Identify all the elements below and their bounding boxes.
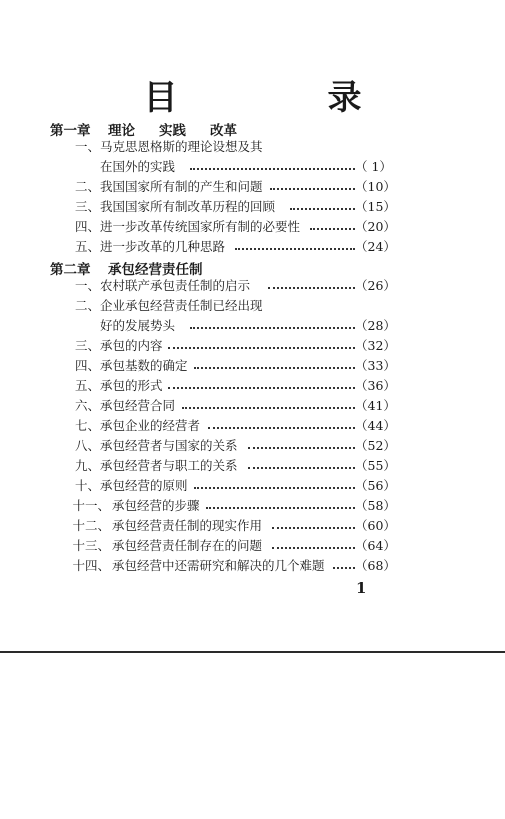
entry-number: 八、 — [74, 438, 100, 453]
toc-entry[interactable] — [0, 376, 505, 396]
toc-entry-continuation[interactable] — [0, 316, 505, 336]
toc-entry[interactable] — [0, 436, 505, 456]
page-reference: （52） — [355, 438, 396, 453]
entry-title: 承包企业的经营者 — [100, 418, 201, 433]
dot-leader — [235, 247, 355, 250]
dot-leader — [268, 286, 355, 289]
entry-number: 四、 — [74, 219, 100, 234]
dot-leader — [208, 426, 355, 429]
dot-leader — [194, 486, 355, 489]
page-reference: （32） — [355, 338, 396, 353]
page-reference: （20） — [355, 219, 396, 234]
entry-title: 承包经营者与国家的关系 — [100, 438, 238, 453]
entry-title: 承包经营的步骤 — [112, 498, 200, 513]
dot-leader — [270, 187, 355, 190]
toc-entry-continuation[interactable] — [0, 157, 505, 177]
entry-number: 五、 — [74, 378, 100, 393]
entry-title: 进一步改革的几种思路 — [100, 239, 226, 254]
entry-number: 二、 — [74, 179, 100, 194]
page-reference: （60） — [355, 518, 396, 533]
entry-title: 农村联产承包责任制的启示 — [100, 278, 251, 293]
dot-leader — [248, 466, 355, 469]
dot-leader — [194, 366, 355, 369]
page-reference: （33） — [355, 358, 396, 373]
page-reference: （55） — [355, 458, 396, 473]
chapter-heading — [50, 258, 203, 278]
dot-leader — [168, 346, 355, 349]
toc-entry[interactable] — [0, 237, 505, 257]
entry-title: 进一步改革传统国家所有制的必要性 — [100, 219, 301, 234]
entry-number: 三、 — [74, 199, 100, 214]
page-reference: （24） — [355, 239, 396, 254]
page-reference: （56） — [355, 478, 396, 493]
entry-number: 五、 — [74, 239, 100, 254]
entry-number: 三、 — [74, 338, 100, 353]
entry-title: 我国国家所有制改革历程的回顾 — [100, 199, 276, 214]
page-reference: （10） — [355, 179, 396, 194]
page-reference: （58） — [355, 498, 396, 513]
entry-number: 十二、 — [72, 518, 110, 533]
entry-title: 承包经营中还需研究和解决的几个难题 — [112, 558, 325, 573]
toc-entry[interactable] — [0, 476, 505, 496]
entry-number: 九、 — [74, 458, 100, 473]
toc-entry[interactable] — [0, 197, 505, 217]
dot-leader — [206, 506, 355, 509]
page-reference: （26） — [355, 278, 396, 293]
entry-number: 十四、 — [72, 558, 110, 573]
toc-entry[interactable] — [0, 296, 505, 316]
chapter-title-word: 理论 — [108, 123, 135, 139]
entry-title: 承包经营责任制的现实作用 — [112, 518, 263, 533]
entry-number: 四、 — [74, 358, 100, 373]
entry-number: 一、 — [74, 139, 100, 154]
chapter-title-word: 承包经营责任制 — [108, 262, 203, 278]
entry-title: 马克思恩格斯的理论设想及其 — [100, 139, 263, 154]
page-reference: （36） — [355, 378, 396, 393]
dot-leader — [310, 227, 355, 230]
dot-leader — [272, 546, 355, 549]
toc-entry[interactable] — [0, 516, 505, 536]
entry-title: 承包经营者与职工的关系 — [100, 458, 238, 473]
entry-number: 一、 — [74, 278, 100, 293]
toc-entry[interactable] — [0, 556, 505, 576]
entry-title: 承包经营的原则 — [100, 478, 188, 493]
dot-leader — [272, 526, 355, 529]
chapter-number: 第一章 — [50, 123, 91, 139]
entry-title: 承包基数的确定 — [100, 358, 188, 373]
chapter-heading — [50, 119, 261, 139]
entry-title: 在国外的实践 — [100, 159, 176, 174]
toc-entry[interactable] — [0, 356, 505, 376]
toc-entry[interactable] — [0, 217, 505, 237]
entry-number: 六、 — [74, 398, 100, 413]
entry-number: 十三、 — [72, 538, 110, 553]
dot-leader — [182, 406, 355, 409]
toc-entry[interactable] — [0, 416, 505, 436]
page-reference: （68） — [355, 558, 396, 573]
page-reference: （64） — [355, 538, 396, 553]
entry-title: 承包的内容 — [100, 338, 163, 353]
page-number: 1 — [356, 579, 367, 597]
chapter-title-word: 实践 — [159, 123, 186, 139]
page-reference: （44） — [355, 418, 396, 433]
entry-number: 十、 — [74, 478, 100, 493]
toc-entry[interactable] — [0, 496, 505, 516]
dot-leader — [248, 446, 355, 449]
entry-title: 承包经营合同 — [100, 398, 176, 413]
toc-entry[interactable] — [0, 396, 505, 416]
dot-leader — [333, 566, 355, 569]
dot-leader — [190, 167, 355, 170]
dot-leader — [168, 386, 355, 389]
entry-title: 我国国家所有制的产生和问题 — [100, 179, 263, 194]
toc-entry[interactable] — [0, 177, 505, 197]
entry-title: 承包经营责任制存在的问题 — [112, 538, 263, 553]
page-title: 目 录 — [143, 78, 420, 118]
entry-title: 承包的形式 — [100, 378, 163, 393]
chapter-number: 第二章 — [50, 262, 91, 278]
page-reference: （28） — [355, 318, 396, 333]
bottom-rule — [0, 651, 505, 653]
toc-entry[interactable] — [0, 456, 505, 476]
toc-entry[interactable] — [0, 536, 505, 556]
page-reference: （ 1） — [355, 159, 392, 174]
entry-number: 十一、 — [72, 498, 110, 513]
toc-entry[interactable] — [0, 276, 505, 296]
toc-entry[interactable] — [0, 137, 505, 157]
entry-number: 二、 — [74, 298, 100, 313]
toc-entry[interactable] — [0, 336, 505, 356]
entry-number: 七、 — [74, 418, 100, 433]
page-reference: （15） — [355, 199, 396, 214]
chapter-title-word: 改革 — [210, 123, 237, 139]
dot-leader — [190, 326, 355, 329]
entry-title: 好的发展势头 — [100, 318, 176, 333]
page-reference: （41） — [355, 398, 396, 413]
entry-title: 企业承包经营责任制已经出现 — [100, 298, 263, 313]
dot-leader — [290, 207, 355, 210]
